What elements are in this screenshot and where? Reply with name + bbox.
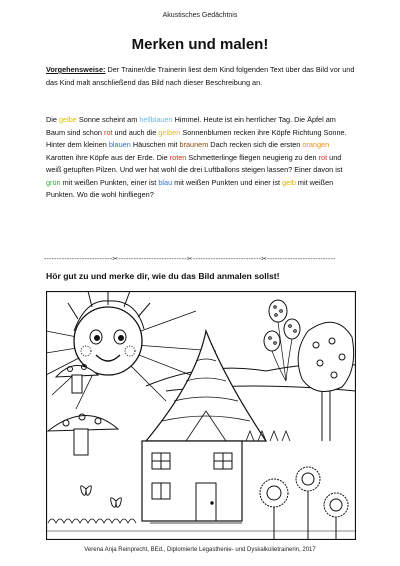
color-word-gelbe: gelbe — [58, 115, 77, 124]
color-word-gelb: gelb — [282, 177, 296, 187]
mushroom-icon — [48, 414, 118, 455]
intro-label: Vorgehensweise: — [46, 65, 106, 74]
intro-paragraph — [46, 64, 356, 89]
color-word-blauen: blauen — [108, 140, 131, 149]
story-text: mit weißen Punkten, einer ist — [60, 177, 159, 187]
color-word-rot: rot — [104, 127, 113, 137]
story-text: Himmel. Heute ist ein herrlicher Tag. Die Äpfel am Baum sind schon — [46, 115, 336, 137]
color-word-hellblauen: hellblauen — [139, 115, 173, 124]
story-text: mit weißen Punkten und einer ist — [172, 177, 283, 187]
header-title: Akustisches Gedächtnis — [162, 12, 238, 19]
instruction-heading: Hör gut zu und merke dir, wie du das Bild anmalen sollst! — [46, 271, 280, 281]
story-paragraph — [46, 114, 356, 202]
color-word-orangen: orangen — [302, 140, 330, 149]
page-title: Merken und malen! — [131, 36, 269, 53]
story-text: Die — [46, 115, 59, 124]
story-text: Schmetterlinge fliegen neugierig zu den — [186, 152, 319, 162]
story-text: Karotten ihre Köpfe aus der Erde. Die — [46, 152, 170, 162]
intro-text: Der Trainer/die Trainerin liest dem Kind folgenden Text über das Bild vor und das Kind malt anschließend das Bild nach dieser Beschreibung an. — [46, 65, 355, 87]
color-word-braunem: braunem — [179, 140, 209, 149]
color-word-rot-2: rot — [318, 152, 328, 162]
story-text: Sonnenblumen recken ihre Köpfe Richtung Sonne. Hinter dem kleinen — [46, 127, 347, 149]
color-word-blau: blau — [158, 177, 173, 187]
story-text: mit weißen Punkten. Wo die wohl hinfliegen? — [46, 177, 334, 199]
cut-line: ---------------------------✂---------------------------✂---------------------------✂--------------------------- — [44, 256, 336, 263]
color-word-gruen: grün — [46, 177, 61, 187]
balloons-icon — [264, 300, 300, 381]
coloring-picture — [46, 291, 356, 540]
sunflower-icon — [260, 467, 348, 539]
sun-icon — [68, 291, 150, 375]
apple-tree-icon — [298, 322, 353, 441]
story-text: Sonne scheint am — [76, 115, 140, 124]
butterfly-icon — [81, 486, 122, 507]
house-icon — [142, 441, 242, 523]
story-text: und auch die — [112, 127, 159, 137]
color-word-roten: roten — [169, 152, 187, 162]
grass — [48, 519, 136, 523]
story-text: Häuschen mit — [130, 140, 180, 149]
color-word-gelben: gelben — [158, 127, 181, 137]
story-text: Dach recken sich die ersten — [208, 140, 303, 149]
footer-credit: Verena Anja Reinprecht, BEd., Diplomierte Legasthenie- und Dyskalkulietrainerin, 2017 — [84, 547, 316, 553]
story-text: und weiß getupften Pilzen. Und wer hat wohl die drei Luftballons steigen lassen? Einer davon ist — [46, 152, 343, 174]
